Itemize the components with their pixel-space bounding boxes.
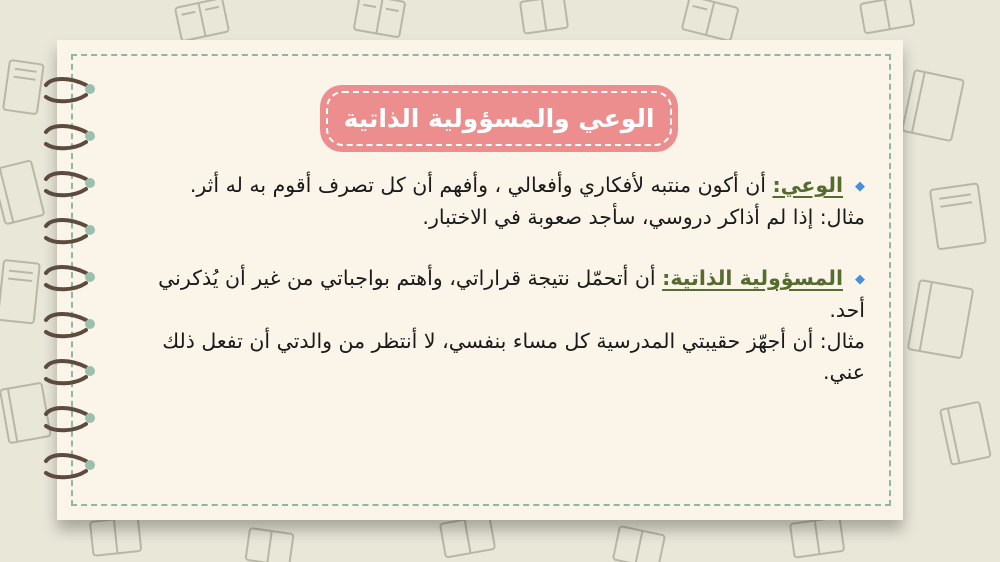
book-doodle-icon <box>0 160 44 224</box>
book-doodle-icon <box>90 517 141 556</box>
book-doodle-icon <box>940 402 991 465</box>
title-banner <box>320 85 678 152</box>
spiral-ring-icon <box>40 122 100 152</box>
spiral-ring-icon <box>40 404 100 434</box>
term-awareness: الوعي: <box>772 173 843 197</box>
book-doodle-icon <box>930 183 986 249</box>
book-doodle-icon <box>246 528 294 562</box>
book-doodle-icon <box>860 0 914 34</box>
example-responsibility: مثال: أن أجهّز حقيبتي المدرسية كل مساء بنفسي، لا أنتظر من والدتي أن تفعل ذلك عني. <box>162 329 865 384</box>
book-doodle-icon <box>3 60 44 114</box>
notebook-card <box>57 40 903 520</box>
spiral-ring-icon <box>40 75 100 105</box>
spiral-ring-icon <box>40 169 100 199</box>
book-doodle-icon <box>175 0 229 41</box>
spiral-ring-icon <box>40 451 100 481</box>
book-doodle-icon <box>908 280 973 358</box>
book-doodle-icon <box>902 70 964 141</box>
section-responsibility-definition <box>127 263 865 326</box>
spiral-ring-icon <box>40 357 100 387</box>
book-doodle-icon <box>354 0 406 37</box>
term-responsibility: المسؤولية الذاتية: <box>662 266 843 290</box>
book-doodle-icon <box>613 526 665 562</box>
spiral-ring-icon <box>40 310 100 340</box>
definition-awareness: أن أكون منتبه لأفكاري وأفعالي ، وأفهم أن كل تصرف أقوم به له أثر. <box>189 173 773 197</box>
spiral-ring-icon <box>40 263 100 293</box>
diamond-bullet-icon: ◆ <box>855 179 865 194</box>
book-doodle-icon <box>440 515 495 557</box>
spiral-ring-icon <box>40 216 100 246</box>
diamond-bullet-icon: ◆ <box>855 272 865 287</box>
definition-responsibility: أن أتحمّل نتيجة قراراتي، وأهتم بواجباتي من غير أن يُذكرني أحد. <box>158 266 865 322</box>
content-area <box>127 170 865 388</box>
book-doodle-icon <box>520 0 568 34</box>
page-title: الوعي والمسؤولية الذاتية <box>326 91 672 146</box>
book-doodle-icon <box>0 260 40 323</box>
book-doodle-icon <box>682 0 739 41</box>
book-doodle-icon <box>790 517 844 558</box>
example-awareness: مثال: إذا لم أذاكر دروسي، سأجد صعوبة في الاختبار. <box>422 205 865 229</box>
section-awareness-definition <box>127 170 865 202</box>
